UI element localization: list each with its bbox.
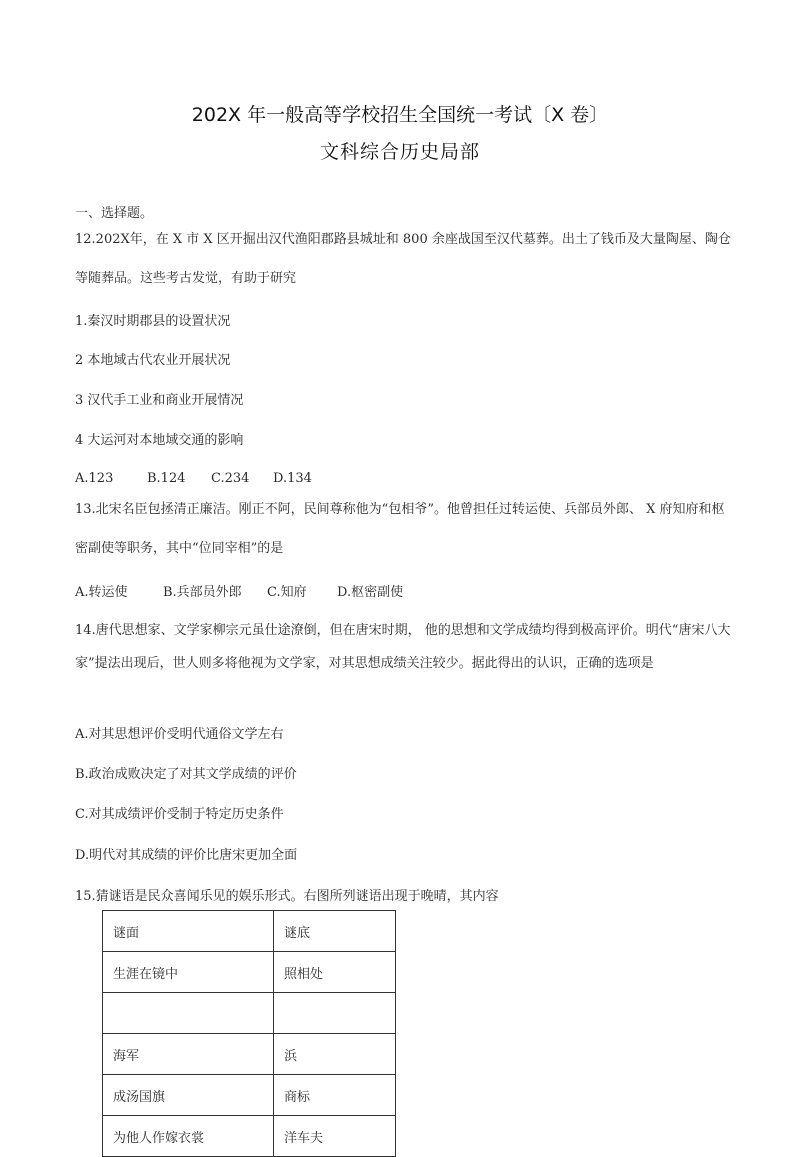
header-answer: 谜底 [274,911,396,952]
q14-option-b[interactable]: B.政治成败决定了对其文学成绩的评价 [75,767,297,782]
riddle-cell: 生涯在镜中 [103,952,274,993]
q14-option-d[interactable]: D.明代对其成绩的评价比唐宋更加全面 [75,848,298,863]
q12-stem: 12.202X年，在 X 市 X 区开掘出汉代渔阳郡路县城址和 800 余座战国至汉代墓葬。出土了钱币及大量陶屋、陶仓等随葬品。这些考古发觉，有助于研究 [75,232,731,286]
q13-option-c[interactable]: C.知府 [267,585,307,600]
table-row [103,1034,396,1075]
q12-option-d[interactable]: D.134 [273,471,312,486]
answer-cell: 商标 [274,1075,396,1116]
riddle-cell: 海军 [103,1034,274,1075]
table-row [103,993,396,1034]
table-header-row [103,911,396,952]
q15-stem: 15.猜谜语是民众喜闻乐见的娱乐形式。右图所列谜语出现于晚晴，其内容 [75,889,499,904]
table-row [103,952,396,993]
exam-title: 202X 年一般高等学校招生全国统一考试〔X 卷〕 [191,104,609,126]
q12-option-b[interactable]: B.124 [147,471,186,486]
riddle-cell [103,993,274,1034]
table-row [103,1116,396,1157]
answer-cell: 照相处 [274,952,396,993]
exam-subtitle: 文科综合历史局部 [319,141,480,163]
q12-item-3: 3 汉代手工业和商业开展情况 [75,393,244,408]
riddle-cell: 成汤国旗 [103,1075,274,1116]
header-riddle: 谜面 [103,911,274,952]
q12-option-c[interactable]: C.234 [211,471,250,486]
q12-option-a[interactable]: A.123 [75,471,114,486]
q14-option-c[interactable]: C.对其成绩评价受制于特定历史条件 [75,807,284,822]
q13-option-b[interactable]: B.兵部员外郎 [163,585,242,600]
q12-options [75,471,312,486]
q13-stem: 13.北宋名臣包拯清正廉洁。刚正不阿，民间尊称他为“包相爷”。他曾担任过转运使、兵部员外郎、 X 府知府和枢密副使等职务，其中“位同宰相”的是 [75,502,725,556]
riddle-cell: 为他人作嫁衣裳 [103,1116,274,1157]
table-row [103,1075,396,1116]
q13-option-d[interactable]: D.枢密副使 [337,585,404,600]
section-heading: 一、选择题。 [75,206,154,221]
q12-item-1: 1.秦汉时期郡县的设置状况 [75,314,231,329]
answer-cell: 洋车夫 [274,1116,396,1157]
answer-cell: 浜 [274,1034,396,1075]
q13-option-a[interactable]: A.转运使 [75,585,128,600]
q12-item-4: 4 大运河对本地域交通的影响 [75,433,244,448]
q14-stem: 14.唐代思想家、文学家柳宗元虽仕途潦倒，但在唐宋时期， 他的思想和文学成绩均得到极高评价。明代“唐宋八大家”提法出现后，世人则多将他视为文学家，对其思想成绩关注较少。据此得出的认识，正确的选项是 [75,623,731,671]
riddle-table [102,910,396,1157]
q12-item-2: 2 本地域古代农业开展状况 [75,353,231,368]
q13-options [75,581,403,600]
answer-cell [274,993,396,1034]
q14-option-a[interactable]: A.对其思想评价受明代通俗文学左右 [75,727,284,742]
